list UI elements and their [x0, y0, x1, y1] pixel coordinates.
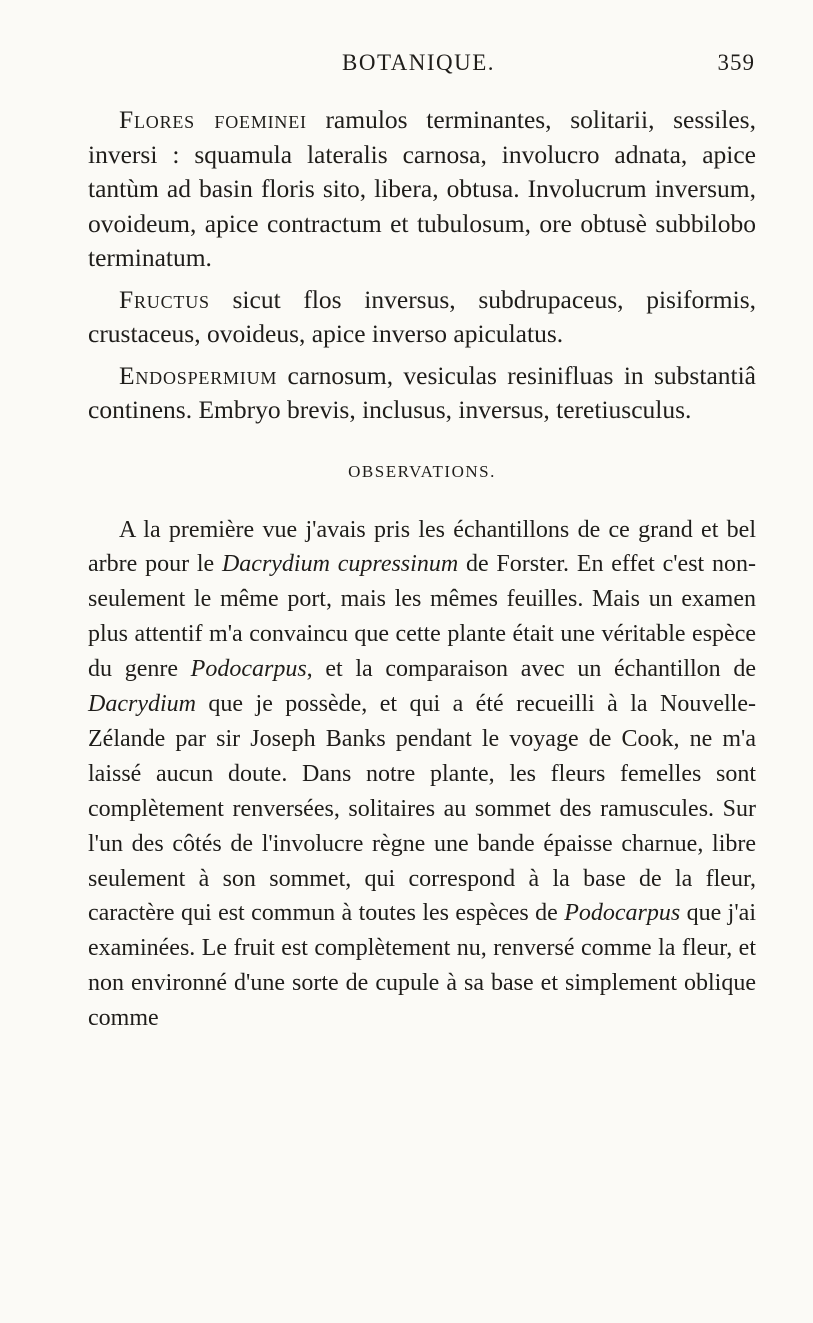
paragraph-lead: Flores foeminei	[119, 105, 307, 134]
paragraph-fructus	[88, 283, 756, 352]
running-title: BOTANIQUE.	[342, 50, 496, 75]
paragraph-lead: Fructus	[119, 284, 210, 314]
observations-paragraph	[88, 513, 756, 1037]
text-run: que j'ai examinées. Le fruit est complètement nu, renversé comme la fleur, et non environné d'une sorte de cupule à sa base et simplement oblique comme	[88, 900, 756, 1032]
paragraph-endospermium	[88, 359, 756, 428]
page-header	[0, 44, 813, 84]
text-run: que je possède, et qui a été recueilli à la Nouvelle-Zélande par sir Joseph Banks pendant le voyage de Cook, ne m'a laissé aucun doute. Dans notre plante, les fleurs femelles sont complètement renversées, solitaires au sommet des ramuscules. Sur l'un des côtés de l'involucre règne une bande épaisse charnue, libre seulement à son sommet, qui correspond à la base de la fleur, caractère qui est commun à toutes les espèces de	[88, 691, 756, 927]
page-body	[88, 103, 756, 1036]
paragraph-text: sicut flos inversus, subdrupaceus, pisiformis, crustaceus, ovoideus, apice inverso apiculatus.	[88, 284, 756, 348]
paragraph-text: ramulos terminantes, solitarii, sessiles, inversi : squamula lateralis carnosa, involucro adnata, apice tantùm ad basin floris sito, libera, obtusa. Involucrum inversum, ovoideum, apice contractum et tubulosum, ore obtusè subbilobo terminatum.	[88, 105, 756, 272]
section-heading: OBSERVATIONS.	[348, 461, 496, 481]
paragraph-lead: Endospermium	[119, 360, 278, 390]
page-number: 359	[717, 50, 755, 75]
text-run: de Forster. En effet c'est non-seulement le même port, mais les mêmes feuilles. Mais un examen plus attentif m'a convaincu que cette plante était une véritable espèce du genre	[88, 551, 756, 683]
taxon-name: Dacrydium	[88, 691, 196, 718]
taxon-name: Podocarpus	[190, 656, 307, 683]
text-run: , et la comparaison avec un échantillon de	[306, 656, 756, 683]
taxon-name: Podocarpus	[564, 900, 681, 927]
paragraph-text: carnosum, vesiculas resinifluas in substantiâ continens. Embryo brevis, inclusus, inversus, teretiusculus.	[88, 360, 756, 424]
paragraph-flores-foeminei	[88, 103, 756, 276]
taxon-name: Dacrydium cupressinum	[221, 551, 459, 578]
text-run: A la première vue j'avais pris les échantillons de ce grand et bel arbre pour le	[88, 516, 756, 578]
